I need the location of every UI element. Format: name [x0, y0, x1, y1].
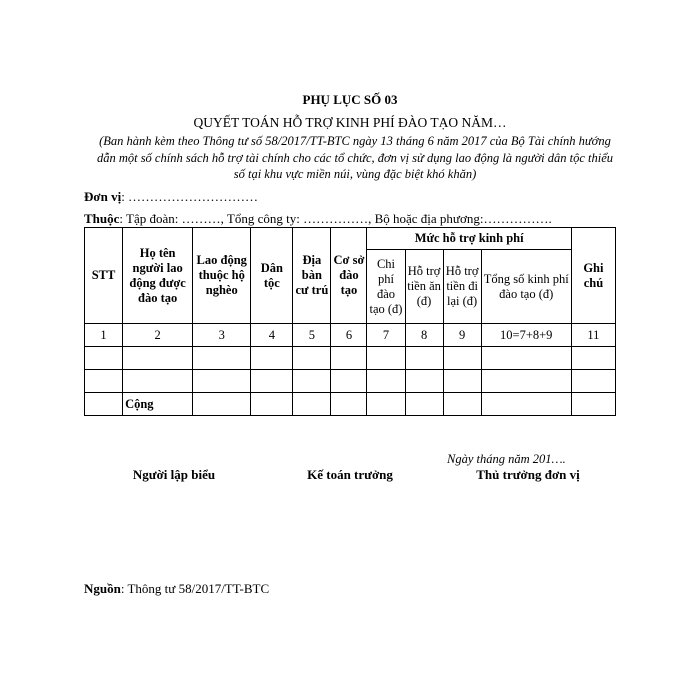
total-row — [85, 393, 616, 416]
total-label: Cộng — [123, 393, 193, 416]
affiliation-line — [84, 211, 552, 227]
header-poor-household: Lao động thuộc hộ nghèo — [193, 228, 251, 324]
affiliation-label: Thuộc — [84, 211, 120, 226]
column-number-row — [85, 324, 616, 347]
unit-line — [84, 189, 258, 205]
column-number: 10=7+8+9 — [481, 324, 571, 347]
column-number: 2 — [123, 324, 193, 347]
source-label: Nguồn — [84, 581, 121, 596]
header-ethnicity: Dân tộc — [251, 228, 293, 324]
column-number: 1 — [85, 324, 123, 347]
column-number: 8 — [405, 324, 443, 347]
document-subtitle: (Ban hành kèm theo Thông tư số 58/2017/TT-BTC ngày 13 tháng 6 năm 2017 của Bộ Tài chính hướng dẫn một số chính sách hỗ trợ tài chính cho các tổ chức, đơn vị sử dụng lao động là người dân tộc thiểu số tại khu vực miền núi, vùng đặc biệt khó khăn) — [96, 134, 614, 181]
header-worker-name: Họ tên người lao động được đào tạo — [123, 228, 193, 324]
signature-chief-accountant: Kế toán trưởng — [307, 467, 393, 482]
unit-label: Đơn vị — [84, 189, 122, 204]
column-number: 6 — [331, 324, 367, 347]
header-note: Ghi chú — [571, 228, 615, 324]
column-number: 3 — [193, 324, 251, 347]
column-number: 7 — [367, 324, 405, 347]
source-line — [84, 581, 269, 597]
affiliation-value: : Tập đoàn: ………, Tổng công ty: ……………, Bộ hoặc địa phương:……………. — [119, 211, 552, 226]
column-number: 11 — [571, 324, 615, 347]
column-number: 5 — [293, 324, 331, 347]
unit-value: : ………………………… — [121, 189, 259, 204]
signature-preparer: Người lập biểu — [132, 467, 216, 482]
signature-unit-head: Thủ trưởng đơn vị — [476, 467, 580, 482]
header-support-level: Mức hỗ trợ kinh phí — [367, 228, 571, 250]
header-residence: Địa bàn cư trú — [293, 228, 331, 324]
document-title: QUYẾT TOÁN HỖ TRỢ KINH PHÍ ĐÀO TẠO NĂM… — [193, 115, 507, 130]
table-row — [85, 347, 616, 370]
header-stt: STT — [85, 228, 123, 324]
header-travel-support: Hỗ trợ tiền đi lại (đ) — [443, 250, 481, 324]
column-number: 9 — [443, 324, 481, 347]
settlement-table — [84, 227, 616, 416]
table-row — [85, 370, 616, 393]
header-training-cost: Chi phí đào tạo (đ) — [367, 250, 405, 324]
date-line: Ngày tháng năm 201…. — [447, 452, 566, 466]
column-number: 4 — [251, 324, 293, 347]
header-training-facility: Cơ sở đào tạo — [331, 228, 367, 324]
header-meal-support: Hỗ trợ tiền ăn (đ) — [405, 250, 443, 324]
source-value: : Thông tư 58/2017/TT-BTC — [120, 581, 270, 596]
header-total-cost: Tổng số kinh phí đào tạo (đ) — [481, 250, 571, 324]
appendix-title: PHỤ LỤC SỐ 03 — [302, 92, 398, 107]
